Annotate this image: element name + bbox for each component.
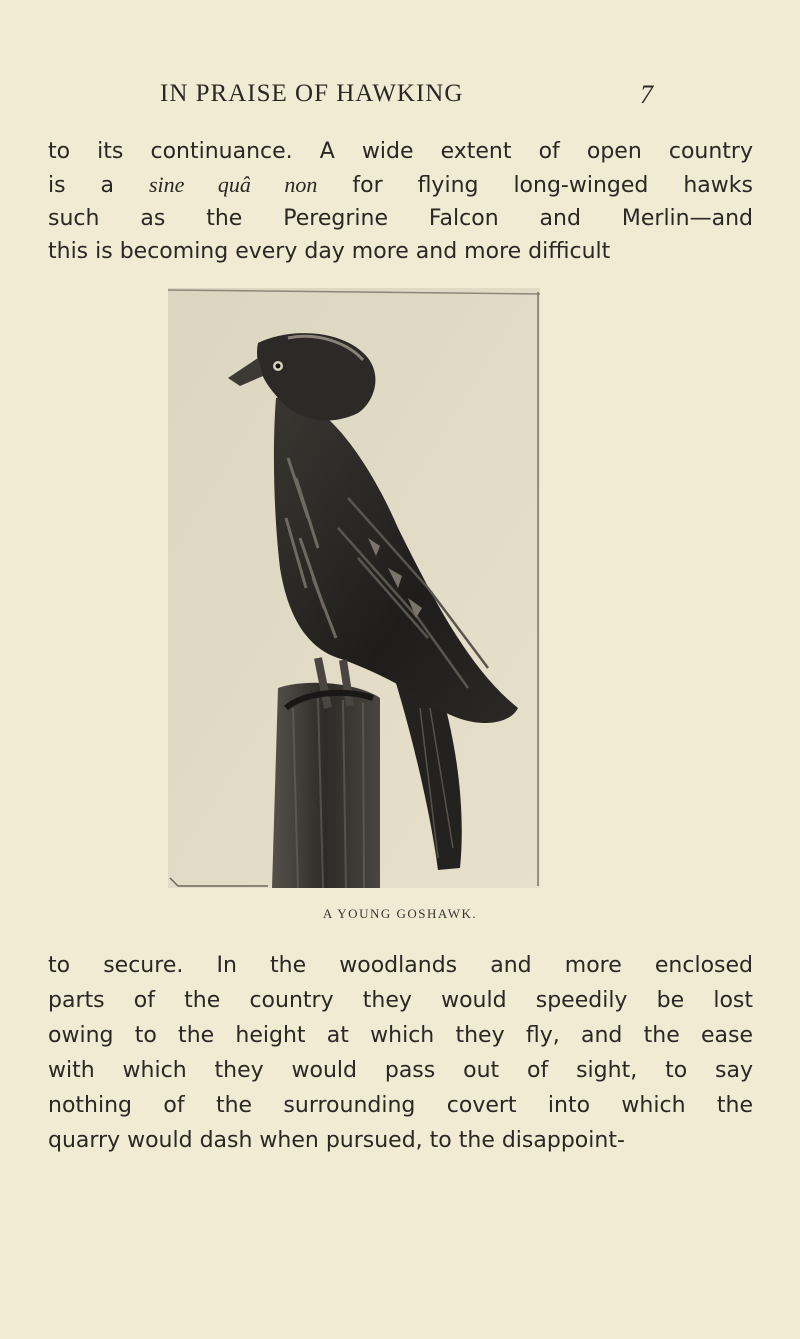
goshawk-image xyxy=(168,288,540,888)
text-line: such as the Peregrine Falcon and Merlin—and xyxy=(48,206,753,231)
text-line: this is becoming every day more and more difficult xyxy=(48,239,611,264)
text-line: owing to the height at which they fly, and the ease xyxy=(48,1023,753,1048)
figure-caption: A YOUNG GOSHAWK. xyxy=(322,906,478,921)
text-line: nothing of the surrounding covert into which the xyxy=(48,1093,753,1118)
running-head: IN PRAISE OF HAWKING xyxy=(160,80,464,107)
text-line: parts of the country they would speedily be lost xyxy=(48,988,753,1013)
text-fragment: for flying long-winged hawks xyxy=(352,173,753,198)
paragraph-top xyxy=(48,135,753,268)
page-number: 7 xyxy=(640,80,653,109)
text-line: to secure. In the woodlands and more enclosed xyxy=(48,953,753,978)
text-line: with which they would pass out of sight, to say xyxy=(48,1058,753,1083)
text-line xyxy=(48,168,753,202)
text-line: quarry would dash when pursued, to the disappoint- xyxy=(48,1128,625,1153)
text-fragment: is a xyxy=(48,173,115,198)
text-line: to its continuance. A wide extent of open country xyxy=(48,139,753,164)
paragraph-bottom xyxy=(48,948,753,1158)
goshawk-photograph xyxy=(168,288,540,888)
latin-phrase: sine quâ non xyxy=(149,172,318,197)
